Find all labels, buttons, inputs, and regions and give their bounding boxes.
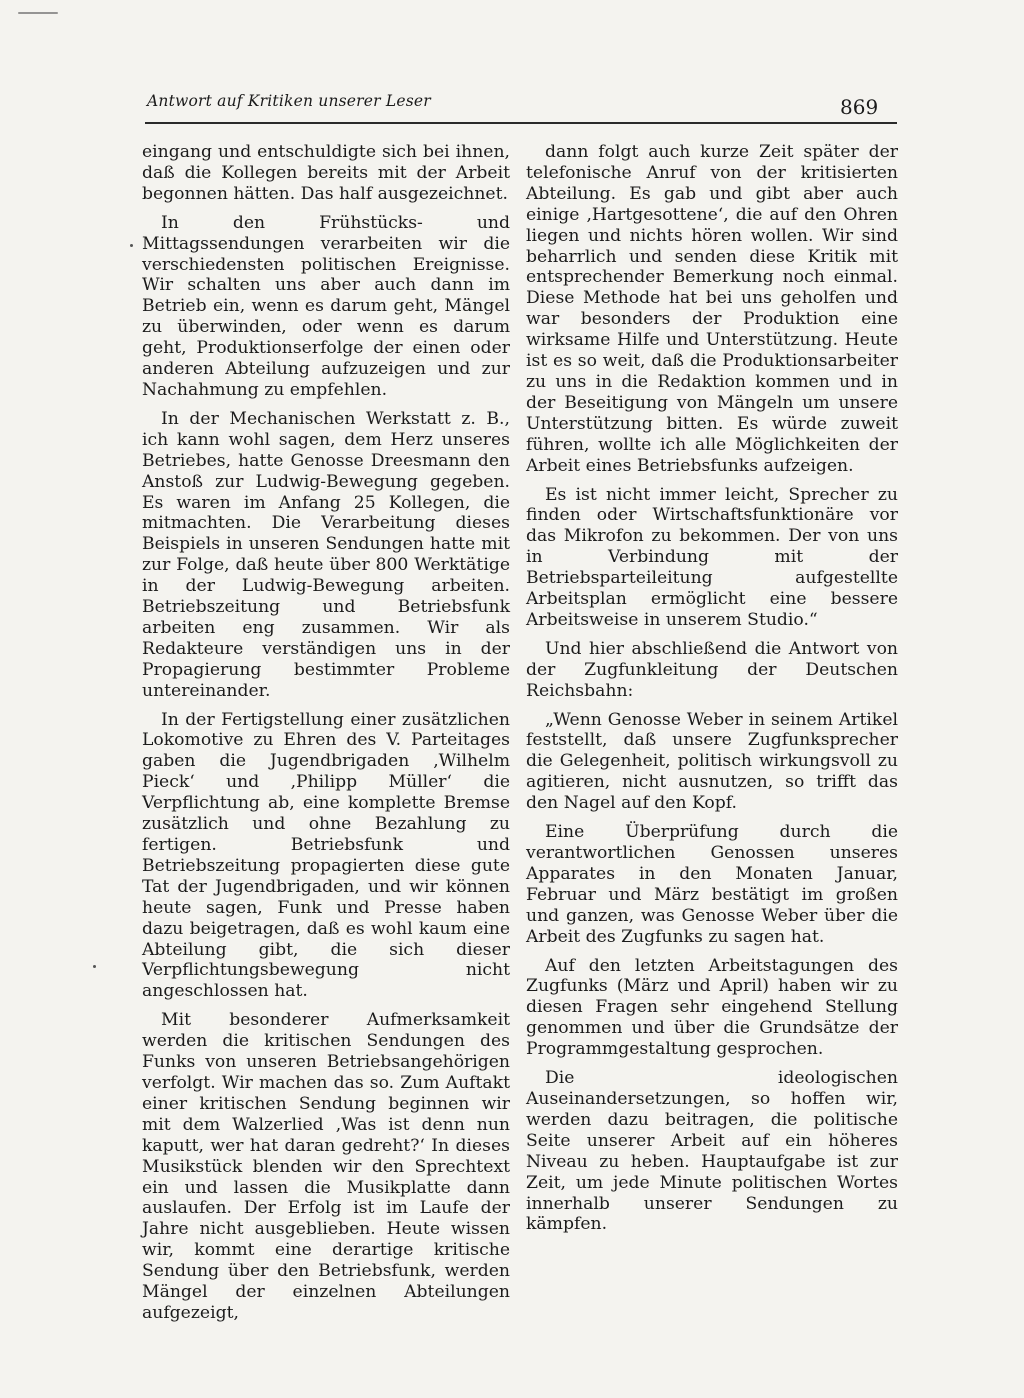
paragraph: Mit besonderer Aufmerksamkeit werden die kritischen Sendungen des Funks von unseren Betriebsangehörigen verfolgt. Wir machen das so. Zum Auftakt einer kritischen Sendung beginnen wir mit dem Walzerlied ‚Was ist denn nun kaputt, wer hat daran gedreht?‘ In dieses Musikstück blenden wir den Sprechtext ein und lassen die Musikplatte dann auslaufen. Der Erfolg ist im Laufe der Jahre nicht ausgeblieben. Heute wissen wir, kommt eine derartige kritische Sendung über den Betriebsfunk, werden Mängel der einzelnen Abteilungen aufgezeigt,	[142, 1010, 510, 1323]
scan-speck	[130, 244, 133, 247]
left-column	[142, 142, 510, 1332]
page-number: 869	[840, 95, 879, 119]
paragraph: In der Fertigstellung einer zusätzlichen Lokomotive zu Ehren des V. Parteitages gaben die Jugendbrigaden ‚Wilhelm Pieck‘ und ‚Philipp Müller‘ die Verpflichtung ab, eine komplette Bremse zusätzlich und ohne Bezahlung zu fertigen. Betriebsfunk und Betriebszeitung propagierten diese gute Tat der Jugendbrigaden, und wir können heute sagen, Funk und Presse haben dazu beigetragen, daß es wohl kaum eine Abteilung gibt, die sich dieser Verpflichtungsbewegung nicht angeschlossen hat.	[142, 709, 510, 1002]
paragraph: eingang und entschuldigte sich bei ihnen, daß die Kollegen bereits mit der Arbeit begonnen hätten. Das half ausgezeichnet.	[142, 142, 510, 204]
right-column	[526, 142, 898, 1243]
scan-speck	[18, 12, 58, 14]
paragraph: Es ist nicht immer leicht, Sprecher zu finden oder Wirtschaftsfunktionäre vor das Mikrofon zu bekommen. Der von uns in Verbindung mit der Betriebsparteileitung aufgestellte Arbeitsplan ermöglicht eine bessere Arbeitsweise in unserem Studio.“	[526, 484, 898, 630]
paragraph: Die ideologischen Auseinandersetzungen, so hoffen wir, werden dazu beitragen, die politische Seite unserer Arbeit auf ein höheres Niveau zu heben. Hauptaufgabe ist zur Zeit, um jede Minute politischen Wortes innerhalb unserer Sendungen zu kämpfen.	[526, 1068, 898, 1235]
paragraph: dann folgt auch kurze Zeit später der telefonische Anruf von der kritisierten Abteilung. Es gab und gibt aber auch einige ‚Hartgesottene‘, die auf den Ohren liegen und nichts hören wollen. Wir sind beharrlich und senden diese Kritik mit entsprechender Bemerkung noch einmal. Diese Methode hat bei uns geholfen und war besonders der Produktion eine wirksame Hilfe und Unterstützung. Heute ist es so weit, daß die Produktionsarbeiter zu uns in die Redaktion kommen und in der Beseitigung von Mängeln um unsere Unterstützung bitten. Es würde zuweit führen, wollte ich alle Möglichkeiten der Arbeit eines Betriebsfunks aufzeigen.	[526, 142, 898, 476]
scan-speck	[93, 965, 96, 968]
paragraph: Und hier abschließend die Antwort von der Zugfunkleitung der Deutschen Reichsbahn:	[526, 638, 898, 701]
paragraph: Auf den letzten Arbeitstagungen des Zugfunks (März und April) haben wir zu diesen Fragen sehr eingehend Stellung genommen und über die Grundsätze der Programmgestaltung gesprochen.	[526, 955, 898, 1060]
paragraph: „Wenn Genosse Weber in seinem Artikel feststellt, daß unsere Zugfunksprecher die Gelegenheit, politisch wirkungsvoll zu agitieren, nicht ausnutzen, so trifft das den Nagel auf den Kopf.	[526, 709, 898, 814]
paragraph: In den Frühstücks- und Mittagssendungen verarbeiten wir die verschiedensten politischen Ereignisse. Wir schalten uns aber auch dann im Betrieb ein, wenn es darum geht, Mängel zu überwinden, oder wenn es darum geht, Produktionserfolge der einen oder anderen Abteilung aufzuzeigen und zur Nachahmung zu empfehlen.	[142, 212, 510, 400]
paragraph: In der Mechanischen Werkstatt z. B., ich kann wohl sagen, dem Herz unseres Betriebes, hatte Genosse Dreesmann den Anstoß zur Ludwig-Bewegung gegeben. Es waren im Anfang 25 Kollegen, die mitmachten. Die Verarbeitung dieses Beispiels in unseren Sendungen hatte mit zur Folge, daß heute über 800 Werktätige in der Ludwig-Bewegung arbeiten. Betriebszeitung und Betriebsfunk arbeiten eng zusammen. Wir als Redakteure verständigen uns in der Propagierung bestimmter Probleme untereinander.	[142, 408, 510, 701]
paragraph: Eine Überprüfung durch die verantwortlichen Genossen unseres Apparates in den Monaten Januar, Februar und März bestätigt im großen und ganzen, was Genosse Weber über die Arbeit des Zugfunks zu sagen hat.	[526, 822, 898, 947]
header-rule	[145, 122, 897, 124]
running-header-title: Antwort auf Kritiken unserer Leser	[147, 92, 431, 110]
